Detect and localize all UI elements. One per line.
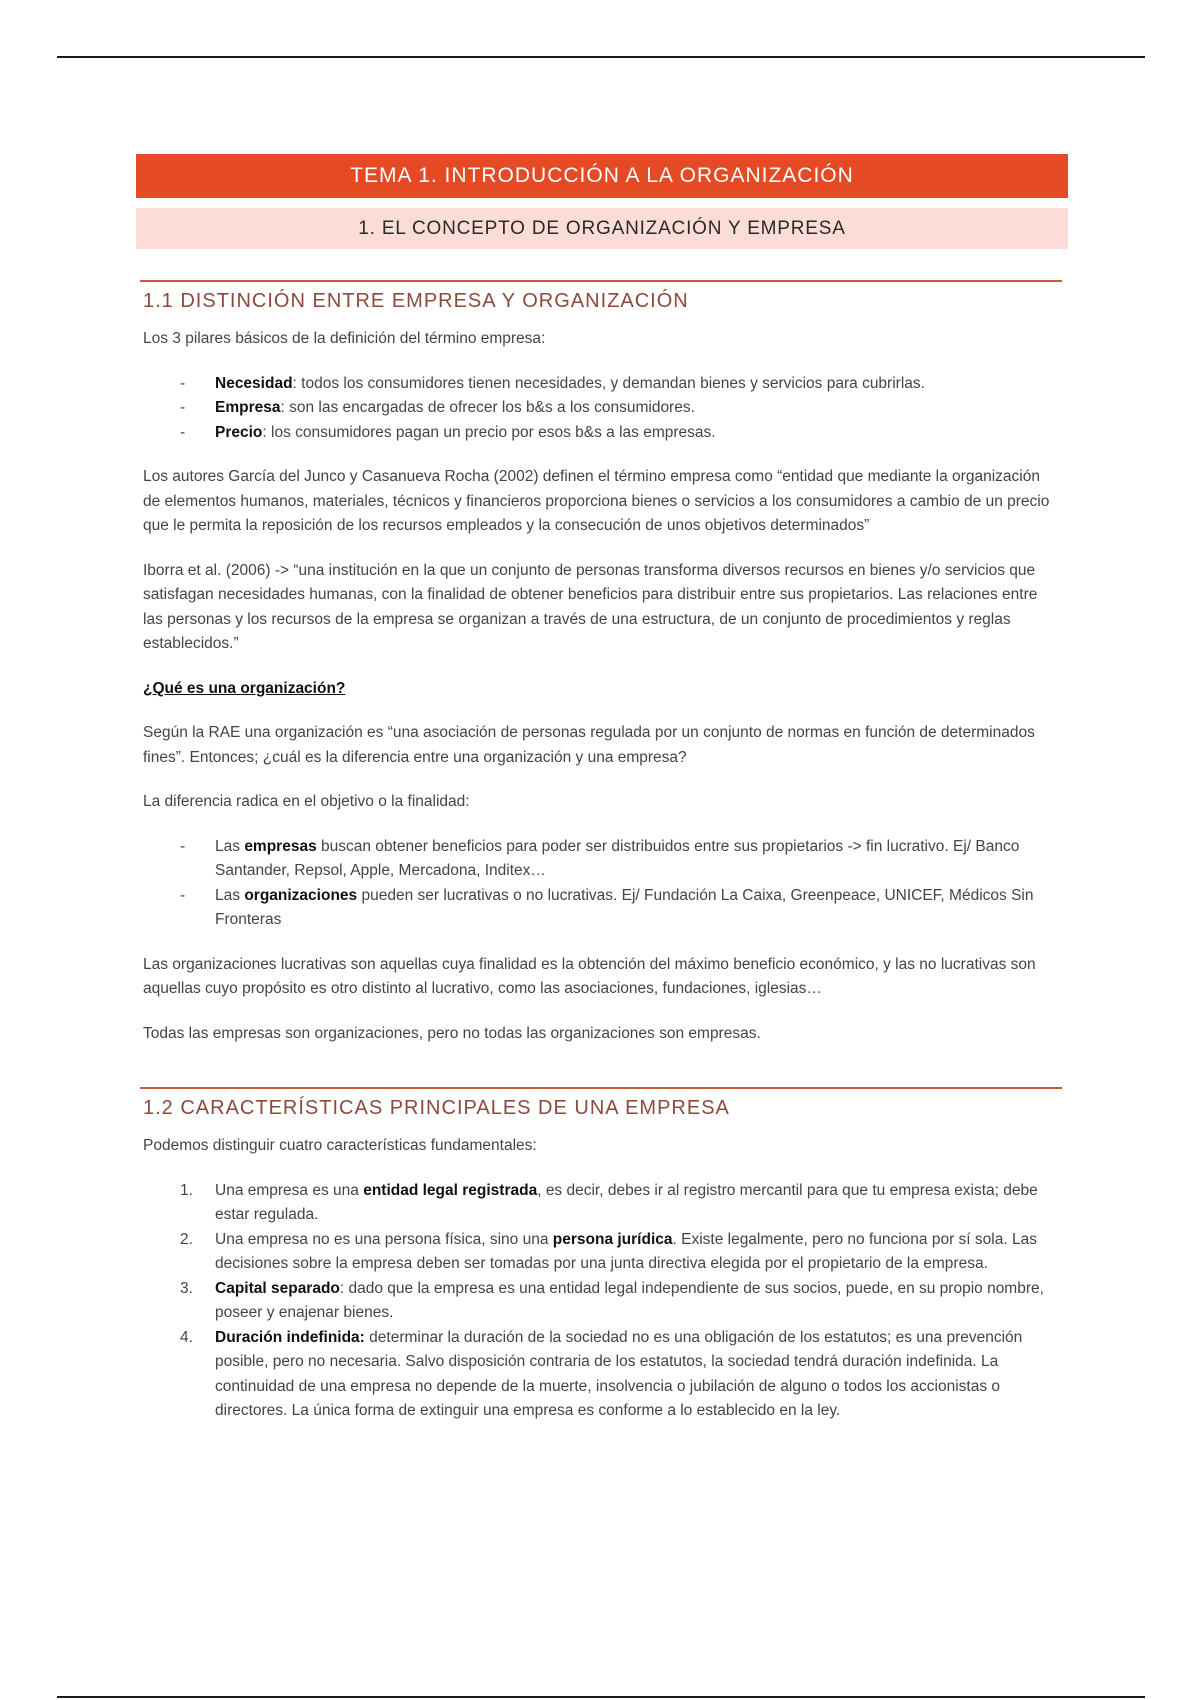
item-term: entidad legal registrada (363, 1181, 538, 1199)
pillar-text: : son las encargadas de ofrecer los b&s a los consumidores. (280, 399, 695, 416)
difference-intro: La diferencia radica en el objetivo o la finalidad: (143, 793, 470, 810)
section-divider (140, 1087, 1062, 1089)
difference-prefix: Las (215, 837, 245, 855)
pillar-term: Empresa (215, 399, 281, 416)
characteristics-list (136, 1179, 1068, 1424)
rae-definition: Según la RAE una organización es “una asociación de personas regulada por un conjunto de normas en función de determinados fines”. Entonces; ¿cuál es la diferencia entre una organización y una empresa? (143, 724, 1035, 766)
characteristics-intro: Podemos distinguir cuatro características fundamentales: (143, 1137, 537, 1154)
differences-list (136, 835, 1068, 933)
dash-bullet: - (180, 837, 186, 855)
conclusion-paragraph: Todas las empresas son organizaciones, pero no todas las organizaciones son empresas. (143, 1024, 761, 1042)
chapter-subtitle-banner (136, 208, 1068, 249)
list-item (136, 1326, 1065, 1424)
page-bottom-rule (57, 1696, 1145, 1698)
list-number: 2. (180, 1230, 193, 1248)
item-term: Capital separado (215, 1279, 340, 1297)
difference-prefix: Las (215, 886, 245, 904)
section-divider (140, 280, 1062, 282)
pillar-term: Necesidad (215, 374, 293, 392)
item-term: Duración indefinida: (215, 1328, 365, 1346)
difference-term: organizaciones (244, 886, 358, 904)
list-item (136, 421, 1065, 446)
question-heading: ¿Qué es una organización? (143, 679, 346, 697)
difference-text: pueden ser lucrativas o no lucrativas. Ej/ Fundación La Caixa, Greenpeace, UNICEF, Médicos Sin Fronteras (215, 886, 1034, 928)
pillar-term: Precio (215, 423, 263, 441)
pillar-text: : todos los consumidores tienen necesidades, y demandan bienes y servicios para cubrirlas. (292, 374, 925, 392)
list-item (136, 1277, 1065, 1326)
organization-question (143, 677, 1053, 702)
page-top-rule (57, 56, 1145, 58)
topic-title-banner (136, 154, 1068, 198)
difference-term: empresas (244, 837, 317, 855)
list-item (136, 372, 1065, 397)
list-number: 1. (180, 1181, 193, 1199)
definition-garcia: Los autores García del Junco y Casanueva Rocha (2002) definen el término empresa como “entidad que mediante la organización de elementos humanos, materiales, técnicos y financieros proporciona bienes o servicios a los consumidores a cambio de un precio que le permita la reposición de los recursos empleados y la consecución de unos objetivos determinados” (143, 468, 1050, 534)
pillars-list (136, 372, 1068, 446)
document-body (136, 154, 1068, 1424)
section-1-1-title: 1.1 DISTINCIÓN ENTRE EMPRESA Y ORGANIZACIÓN (143, 290, 689, 312)
pillar-text: : los consumidores pagan un precio por esos b&s a las empresas. (262, 423, 716, 441)
list-number: 4. (180, 1328, 193, 1346)
lucrative-paragraph: Las organizaciones lucrativas son aquellas cuya finalidad es la obtención del máximo beneficio económico, y las no lucrativas son aquellas cuyo propósito es otro distinto al lucrativo, como las asociaciones, fundaciones, iglesias… (143, 955, 1036, 997)
definition-iborra: Iborra et al. (2006) -> “una institución en la que un conjunto de personas transforma diversos recursos en bienes y/o servicios que satisfagan necesidades humanas, con la finalidad de obtener beneficios para distribuir entre sus propietarios. Las relaciones entre las personas y los recursos de la empresa se organizan a través de una estructura, de un conjunto de procedimientos y reglas establecidos.” (143, 561, 1038, 652)
pillars-intro: Los 3 pilares básicos de la definición del término empresa: (143, 330, 546, 347)
section-1-2-title: 1.2 CARACTERÍSTICAS PRINCIPALES DE UNA EMPRESA (143, 1097, 730, 1119)
topic-title: TEMA 1. INTRODUCCIÓN A LA ORGANIZACIÓN (350, 164, 854, 187)
item-text: . Existe legalmente, pero no funciona por sí sola. Las decisiones sobre la empresa deben ser tomadas por una junta directiva elegida por el propietario de la empresa. (215, 1230, 1037, 1272)
list-item (136, 1179, 1065, 1228)
list-number: 3. (180, 1279, 193, 1297)
dash-bullet: - (180, 374, 186, 392)
difference-text: buscan obtener beneficios para poder ser distribuidos entre sus propietarios -> fin lucrativo. Ej/ Banco Santander, Repsol, Apple, Mercadona, Inditex… (215, 837, 1020, 879)
item-text: , es decir, debes ir al registro mercantil para que tu empresa exista; debe estar regulada. (215, 1181, 1038, 1223)
item-text: : dado que la empresa es una entidad legal independiente de sus socios, puede, en su propio nombre, poseer y enajenar bienes. (215, 1279, 1044, 1321)
list-item (136, 1228, 1065, 1277)
dash-bullet: - (180, 399, 186, 416)
item-text: determinar la duración de la sociedad no es una obligación de los estatutos; es una prevención posible, pero no necesaria. Salvo disposición contraria de los estatutos, la sociedad tendrá duración indefinida. La continuidad de una empresa no depende de la muerte, insolvencia o jubilación de alguno o todos los accionistas o directores. La única forma de extinguir una empresa es conforme a lo establecido en la ley. (215, 1328, 1023, 1419)
chapter-subtitle: 1. EL CONCEPTO DE ORGANIZACIÓN Y EMPRESA (358, 217, 846, 239)
item-term: persona jurídica (552, 1230, 673, 1248)
dash-bullet: - (180, 423, 186, 441)
item-prefix: Una empresa es una (215, 1181, 364, 1199)
item-prefix: Una empresa no es una persona física, sino una (215, 1230, 553, 1248)
dash-bullet: - (180, 886, 186, 904)
list-item (136, 835, 1065, 884)
list-item (136, 396, 1065, 421)
list-item (136, 884, 1065, 933)
